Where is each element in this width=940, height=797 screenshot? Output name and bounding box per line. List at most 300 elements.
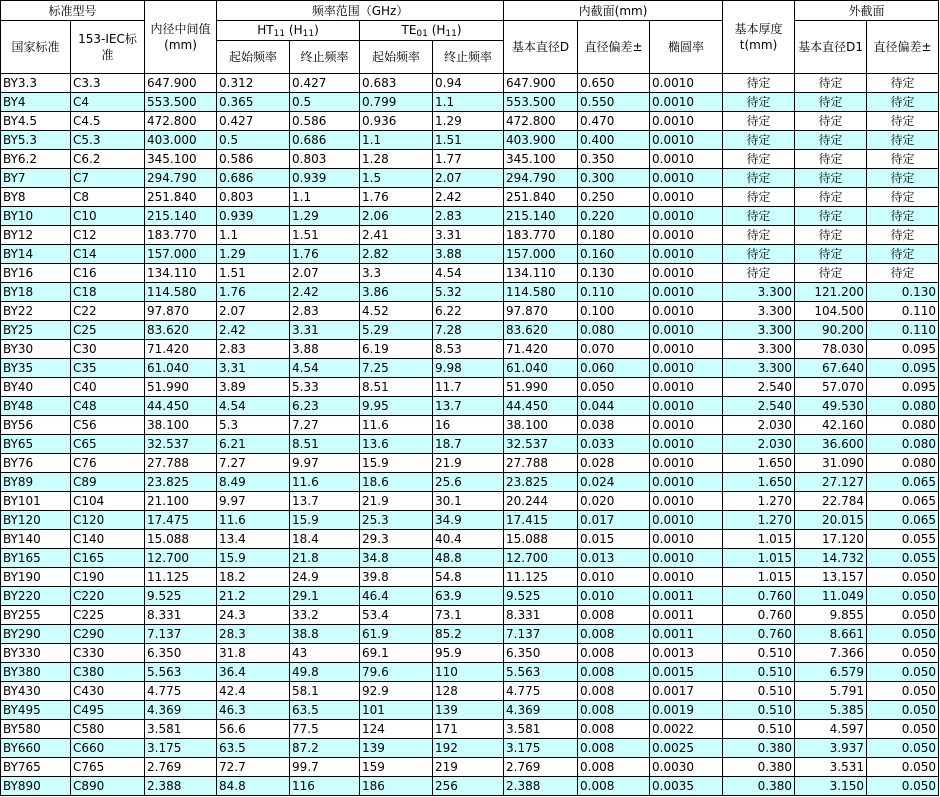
ht11-stop-freq-cell: 8.51 [290, 435, 360, 454]
basic-thickness-cell: 0.380 [723, 758, 795, 777]
basic-diameter-d1-cell: 20.015 [795, 511, 867, 530]
inner-mid-cell: 215.140 [145, 207, 217, 226]
basic-diameter-cell: 251.840 [504, 188, 578, 207]
ht11-stop-freq-cell: 24.9 [290, 568, 360, 587]
te01-start-freq-cell: 4.52 [360, 302, 433, 321]
ht11-stop-freq-cell: 0.686 [290, 131, 360, 150]
te01-stop-freq-cell: 16 [433, 416, 504, 435]
table-row [1, 207, 939, 226]
basic-diameter-d1-cell: 待定 [795, 112, 867, 131]
inner-mid-cell: 6.350 [145, 644, 217, 663]
basic-diameter-d1-cell: 31.090 [795, 454, 867, 473]
ht11-start-freq-cell: 63.5 [217, 739, 290, 758]
basic-diameter-d1-cell: 9.855 [795, 606, 867, 625]
table-row [1, 112, 939, 131]
header-ht11-start-freq: 起始频率 [217, 41, 290, 74]
table-row [1, 264, 939, 283]
national-standard-cell: BY89 [1, 473, 71, 492]
national-standard-cell: BY255 [1, 606, 71, 625]
diameter-dev-cell: 0.160 [578, 245, 650, 264]
national-standard-cell: BY101 [1, 492, 71, 511]
national-standard-cell: BY35 [1, 359, 71, 378]
table-row [1, 302, 939, 321]
basic-diameter-d1-cell: 6.579 [795, 663, 867, 682]
te01-start-freq-cell: 6.19 [360, 340, 433, 359]
basic-diameter-d1-cell: 104.500 [795, 302, 867, 321]
ht11-stop-freq-cell: 87.2 [290, 739, 360, 758]
table-body [1, 74, 939, 796]
basic-diameter-cell: 61.040 [504, 359, 578, 378]
iec-standard-cell: C48 [71, 397, 145, 416]
ht11-stop-freq-cell: 1.76 [290, 245, 360, 264]
national-standard-cell: BY495 [1, 701, 71, 720]
iec-standard-cell: C140 [71, 530, 145, 549]
national-standard-cell: BY6.2 [1, 150, 71, 169]
national-standard-cell: BY220 [1, 587, 71, 606]
iec-standard-cell: C165 [71, 549, 145, 568]
basic-thickness-cell: 1.015 [723, 568, 795, 587]
te01-start-freq-cell: 11.6 [360, 416, 433, 435]
te01-start-freq-cell: 69.1 [360, 644, 433, 663]
diameter-dev-cell: 0.015 [578, 530, 650, 549]
inner-mid-cell: 71.420 [145, 340, 217, 359]
te01-stop-freq-cell: 4.54 [433, 264, 504, 283]
iec-standard-cell: C40 [71, 378, 145, 397]
inner-mid-cell: 553.500 [145, 93, 217, 112]
diameter-dev-cell: 0.550 [578, 93, 650, 112]
ht11-start-freq-cell: 11.6 [217, 511, 290, 530]
ellipticity-cell: 0.0013 [650, 644, 723, 663]
basic-diameter-d1-cell: 待定 [795, 188, 867, 207]
te01-stop-freq-cell: 95.9 [433, 644, 504, 663]
basic-thickness-cell: 3.300 [723, 359, 795, 378]
diameter-dev-cell: 0.044 [578, 397, 650, 416]
basic-diameter-d1-cell: 13.157 [795, 568, 867, 587]
national-standard-cell: BY25 [1, 321, 71, 340]
ht11-stop-freq-cell: 1.29 [290, 207, 360, 226]
basic-diameter-d1-cell: 57.070 [795, 378, 867, 397]
diameter-dev-cell: 0.180 [578, 226, 650, 245]
table-row [1, 682, 939, 701]
te01-start-freq-cell: 8.51 [360, 378, 433, 397]
diameter-dev-cell: 0.300 [578, 169, 650, 188]
national-standard-cell: BY580 [1, 720, 71, 739]
table-row [1, 758, 939, 777]
ellipticity-cell: 0.0010 [650, 302, 723, 321]
iec-standard-cell: C10 [71, 207, 145, 226]
iec-standard-cell: C765 [71, 758, 145, 777]
national-standard-cell: BY22 [1, 302, 71, 321]
header-national-standard: 国家标准 [1, 21, 71, 74]
basic-diameter-d1-cell: 8.661 [795, 625, 867, 644]
iec-standard-cell: C14 [71, 245, 145, 264]
outer-diameter-dev-cell: 0.050 [867, 758, 939, 777]
ellipticity-cell: 0.0010 [650, 74, 723, 93]
diameter-dev-cell: 0.250 [578, 188, 650, 207]
inner-mid-cell: 4.775 [145, 682, 217, 701]
ellipticity-cell: 0.0010 [650, 150, 723, 169]
te01-stop-freq-cell: 110 [433, 663, 504, 682]
te01-stop-freq-cell: 18.7 [433, 435, 504, 454]
inner-mid-cell: 3.175 [145, 739, 217, 758]
basic-thickness-cell: 2.540 [723, 397, 795, 416]
basic-thickness-cell: 待定 [723, 150, 795, 169]
national-standard-cell: BY120 [1, 511, 71, 530]
header-freq-range: 频率范围（GHz） [217, 1, 504, 21]
national-standard-cell: BY18 [1, 283, 71, 302]
te01-start-freq-cell: 186 [360, 777, 433, 796]
ht11-stop-freq-cell: 63.5 [290, 701, 360, 720]
te01-start-freq-cell: 1.76 [360, 188, 433, 207]
inner-mid-cell: 134.110 [145, 264, 217, 283]
table-header [1, 1, 939, 74]
ht11-stop-freq-cell: 2.42 [290, 283, 360, 302]
national-standard-cell: BY8 [1, 188, 71, 207]
ellipticity-cell: 0.0010 [650, 188, 723, 207]
basic-diameter-cell: 15.088 [504, 530, 578, 549]
outer-diameter-dev-cell: 待定 [867, 93, 939, 112]
ht11-stop-freq-cell: 18.4 [290, 530, 360, 549]
table-row [1, 188, 939, 207]
national-standard-cell: BY76 [1, 454, 71, 473]
te01-stop-freq-cell: 40.4 [433, 530, 504, 549]
table-row [1, 473, 939, 492]
diameter-dev-cell: 0.008 [578, 663, 650, 682]
ellipticity-cell: 0.0010 [650, 473, 723, 492]
basic-diameter-cell: 2.388 [504, 777, 578, 796]
basic-diameter-cell: 97.870 [504, 302, 578, 321]
ht11-stop-freq-cell: 99.7 [290, 758, 360, 777]
iec-standard-cell: C18 [71, 283, 145, 302]
ht11-start-freq-cell: 31.8 [217, 644, 290, 663]
basic-thickness-cell: 0.760 [723, 625, 795, 644]
header-outer-diameter-dev: 直径偏差± [867, 21, 939, 74]
te01-stop-freq-cell: 34.9 [433, 511, 504, 530]
ht11-stop-freq-cell: 49.8 [290, 663, 360, 682]
ht11-stop-freq-cell: 116 [290, 777, 360, 796]
iec-standard-cell: C25 [71, 321, 145, 340]
ellipticity-cell: 0.0010 [650, 340, 723, 359]
basic-diameter-d1-cell: 67.640 [795, 359, 867, 378]
te01-start-freq-cell: 53.4 [360, 606, 433, 625]
basic-diameter-cell: 8.331 [504, 606, 578, 625]
header-te01: $TE_{01}$ $(H_{11})$ [360, 21, 504, 41]
inner-mid-cell: 12.700 [145, 549, 217, 568]
te01-stop-freq-cell: 3.31 [433, 226, 504, 245]
ellipticity-cell: 0.0010 [650, 131, 723, 150]
te01-stop-freq-cell: 6.22 [433, 302, 504, 321]
ellipticity-cell: 0.0010 [650, 530, 723, 549]
header-inner-mid: 内径中间值(mm) [145, 1, 217, 74]
basic-thickness-cell: 0.510 [723, 663, 795, 682]
basic-thickness-cell: 2.030 [723, 435, 795, 454]
inner-mid-cell: 183.770 [145, 226, 217, 245]
national-standard-cell: BY660 [1, 739, 71, 758]
te01-stop-freq-cell: 3.88 [433, 245, 504, 264]
ht11-start-freq-cell: 36.4 [217, 663, 290, 682]
te01-stop-freq-cell: 73.1 [433, 606, 504, 625]
inner-mid-cell: 61.040 [145, 359, 217, 378]
outer-diameter-dev-cell: 0.080 [867, 435, 939, 454]
basic-diameter-d1-cell: 5.385 [795, 701, 867, 720]
te01-start-freq-cell: 2.06 [360, 207, 433, 226]
basic-diameter-cell: 17.415 [504, 511, 578, 530]
table-row [1, 93, 939, 112]
basic-diameter-cell: 4.369 [504, 701, 578, 720]
ht11-stop-freq-cell: 0.803 [290, 150, 360, 169]
basic-diameter-cell: 2.769 [504, 758, 578, 777]
iec-standard-cell: C430 [71, 682, 145, 701]
outer-diameter-dev-cell: 待定 [867, 226, 939, 245]
ellipticity-cell: 0.0035 [650, 777, 723, 796]
inner-mid-cell: 83.620 [145, 321, 217, 340]
header-basic-diameter-d1: 基本直径D1 [795, 21, 867, 74]
te01-stop-freq-cell: 2.07 [433, 169, 504, 188]
ellipticity-cell: 0.0010 [650, 397, 723, 416]
ellipticity-cell: 0.0010 [650, 549, 723, 568]
te01-stop-freq-cell: 2.83 [433, 207, 504, 226]
ellipticity-cell: 0.0010 [650, 416, 723, 435]
table-row [1, 397, 939, 416]
outer-diameter-dev-cell: 0.080 [867, 397, 939, 416]
diameter-dev-cell: 0.050 [578, 378, 650, 397]
national-standard-cell: BY16 [1, 264, 71, 283]
te01-stop-freq-cell: 30.1 [433, 492, 504, 511]
basic-thickness-cell: 3.300 [723, 340, 795, 359]
inner-mid-cell: 51.990 [145, 378, 217, 397]
inner-mid-cell: 403.000 [145, 131, 217, 150]
te01-start-freq-cell: 79.6 [360, 663, 433, 682]
basic-diameter-d1-cell: 3.937 [795, 739, 867, 758]
ht11-stop-freq-cell: 43 [290, 644, 360, 663]
ht11-stop-freq-cell: 1.1 [290, 188, 360, 207]
te01-start-freq-cell: 34.8 [360, 549, 433, 568]
basic-diameter-d1-cell: 22.784 [795, 492, 867, 511]
header-iec-standard: 153-IEC标准 [71, 21, 145, 74]
ellipticity-cell: 0.0011 [650, 587, 723, 606]
basic-diameter-cell: 12.700 [504, 549, 578, 568]
te01-start-freq-cell: 2.41 [360, 226, 433, 245]
table-row [1, 74, 939, 93]
ht11-stop-freq-cell: 2.83 [290, 302, 360, 321]
basic-thickness-cell: 待定 [723, 264, 795, 283]
diameter-dev-cell: 0.010 [578, 587, 650, 606]
basic-diameter-d1-cell: 27.127 [795, 473, 867, 492]
inner-mid-cell: 32.537 [145, 435, 217, 454]
table-row [1, 492, 939, 511]
diameter-dev-cell: 0.400 [578, 131, 650, 150]
table-row [1, 169, 939, 188]
iec-standard-cell: C6.2 [71, 150, 145, 169]
ht11-stop-freq-cell: 38.8 [290, 625, 360, 644]
basic-diameter-cell: 114.580 [504, 283, 578, 302]
ht11-stop-freq-cell: 58.1 [290, 682, 360, 701]
inner-mid-cell: 157.000 [145, 245, 217, 264]
basic-thickness-cell: 待定 [723, 245, 795, 264]
outer-diameter-dev-cell: 0.050 [867, 587, 939, 606]
basic-diameter-d1-cell: 14.732 [795, 549, 867, 568]
te01-stop-freq-cell: 25.6 [433, 473, 504, 492]
diameter-dev-cell: 0.350 [578, 150, 650, 169]
ellipticity-cell: 0.0010 [650, 169, 723, 188]
table-row [1, 606, 939, 625]
te01-stop-freq-cell: 219 [433, 758, 504, 777]
basic-thickness-cell: 1.270 [723, 511, 795, 530]
basic-thickness-cell: 1.270 [723, 492, 795, 511]
diameter-dev-cell: 0.010 [578, 568, 650, 587]
basic-thickness-cell: 0.760 [723, 587, 795, 606]
te01-stop-freq-cell: 7.28 [433, 321, 504, 340]
diameter-dev-cell: 0.220 [578, 207, 650, 226]
te01-stop-freq-cell: 139 [433, 701, 504, 720]
table-row [1, 378, 939, 397]
basic-diameter-cell: 294.790 [504, 169, 578, 188]
ellipticity-cell: 0.0010 [650, 321, 723, 340]
inner-mid-cell: 472.800 [145, 112, 217, 131]
outer-diameter-dev-cell: 待定 [867, 264, 939, 283]
diameter-dev-cell: 0.020 [578, 492, 650, 511]
national-standard-cell: BY4.5 [1, 112, 71, 131]
ht11-stop-freq-cell: 0.427 [290, 74, 360, 93]
basic-diameter-d1-cell: 42.160 [795, 416, 867, 435]
diameter-dev-cell: 0.033 [578, 435, 650, 454]
basic-diameter-d1-cell: 90.200 [795, 321, 867, 340]
iec-standard-cell: C660 [71, 739, 145, 758]
diameter-dev-cell: 0.008 [578, 606, 650, 625]
iec-standard-cell: C4.5 [71, 112, 145, 131]
diameter-dev-cell: 0.470 [578, 112, 650, 131]
basic-diameter-cell: 7.137 [504, 625, 578, 644]
inner-mid-cell: 2.388 [145, 777, 217, 796]
basic-diameter-cell: 3.175 [504, 739, 578, 758]
te01-start-freq-cell: 1.5 [360, 169, 433, 188]
diameter-dev-cell: 0.650 [578, 74, 650, 93]
basic-diameter-d1-cell: 待定 [795, 226, 867, 245]
ht11-start-freq-cell: 2.42 [217, 321, 290, 340]
basic-diameter-d1-cell: 17.120 [795, 530, 867, 549]
diameter-dev-cell: 0.060 [578, 359, 650, 378]
outer-diameter-dev-cell: 0.050 [867, 701, 939, 720]
diameter-dev-cell: 0.008 [578, 625, 650, 644]
basic-thickness-cell: 待定 [723, 131, 795, 150]
table-row [1, 777, 939, 796]
outer-diameter-dev-cell: 0.050 [867, 625, 939, 644]
te01-start-freq-cell: 18.6 [360, 473, 433, 492]
outer-diameter-dev-cell: 0.050 [867, 739, 939, 758]
outer-diameter-dev-cell: 0.055 [867, 530, 939, 549]
ellipticity-cell: 0.0010 [650, 511, 723, 530]
basic-diameter-cell: 38.100 [504, 416, 578, 435]
diameter-dev-cell: 0.028 [578, 454, 650, 473]
inner-mid-cell: 294.790 [145, 169, 217, 188]
te01-start-freq-cell: 0.683 [360, 74, 433, 93]
ht11-start-freq-cell: 1.51 [217, 264, 290, 283]
iec-standard-cell: C495 [71, 701, 145, 720]
basic-diameter-cell: 5.563 [504, 663, 578, 682]
iec-standard-cell: C8 [71, 188, 145, 207]
te01-start-freq-cell: 0.799 [360, 93, 433, 112]
diameter-dev-cell: 0.038 [578, 416, 650, 435]
ht11-stop-freq-cell: 0.586 [290, 112, 360, 131]
national-standard-cell: BY12 [1, 226, 71, 245]
basic-thickness-cell: 待定 [723, 93, 795, 112]
basic-diameter-d1-cell: 7.366 [795, 644, 867, 663]
te01-start-freq-cell: 139 [360, 739, 433, 758]
national-standard-cell: BY10 [1, 207, 71, 226]
te01-stop-freq-cell: 1.29 [433, 112, 504, 131]
te01-stop-freq-cell: 11.7 [433, 378, 504, 397]
basic-diameter-cell: 472.800 [504, 112, 578, 131]
ht11-stop-freq-cell: 4.54 [290, 359, 360, 378]
inner-mid-cell: 38.100 [145, 416, 217, 435]
outer-diameter-dev-cell: 待定 [867, 245, 939, 264]
basic-diameter-d1-cell: 121.200 [795, 283, 867, 302]
basic-diameter-d1-cell: 36.600 [795, 435, 867, 454]
basic-diameter-cell: 157.000 [504, 245, 578, 264]
inner-mid-cell: 11.125 [145, 568, 217, 587]
ht11-start-freq-cell: 42.4 [217, 682, 290, 701]
basic-diameter-cell: 9.525 [504, 587, 578, 606]
outer-diameter-dev-cell: 待定 [867, 188, 939, 207]
table-row [1, 340, 939, 359]
basic-diameter-d1-cell: 待定 [795, 74, 867, 93]
national-standard-cell: BY7 [1, 169, 71, 188]
national-standard-cell: BY48 [1, 397, 71, 416]
ellipticity-cell: 0.0019 [650, 701, 723, 720]
header-inner-section: 内截面(mm) [504, 1, 723, 21]
national-standard-cell: BY3.3 [1, 74, 71, 93]
basic-thickness-cell: 1.650 [723, 454, 795, 473]
te01-start-freq-cell: 9.95 [360, 397, 433, 416]
ht11-start-freq-cell: 13.4 [217, 530, 290, 549]
table-row [1, 739, 939, 758]
ht11-start-freq-cell: 0.586 [217, 150, 290, 169]
te01-start-freq-cell: 101 [360, 701, 433, 720]
basic-diameter-d1-cell: 3.150 [795, 777, 867, 796]
basic-thickness-cell: 待定 [723, 112, 795, 131]
inner-mid-cell: 114.580 [145, 283, 217, 302]
table-row [1, 568, 939, 587]
iec-standard-cell: C22 [71, 302, 145, 321]
basic-diameter-cell: 3.581 [504, 720, 578, 739]
te01-start-freq-cell: 46.4 [360, 587, 433, 606]
national-standard-cell: BY290 [1, 625, 71, 644]
table-row [1, 454, 939, 473]
ellipticity-cell: 0.0010 [650, 112, 723, 131]
outer-diameter-dev-cell: 0.065 [867, 511, 939, 530]
iec-standard-cell: C104 [71, 492, 145, 511]
inner-mid-cell: 9.525 [145, 587, 217, 606]
table-row [1, 701, 939, 720]
national-standard-cell: BY190 [1, 568, 71, 587]
basic-thickness-cell: 0.380 [723, 777, 795, 796]
inner-mid-cell: 345.100 [145, 150, 217, 169]
ht11-start-freq-cell: 24.3 [217, 606, 290, 625]
basic-thickness-cell: 1.650 [723, 473, 795, 492]
basic-thickness-cell: 3.300 [723, 321, 795, 340]
te01-start-freq-cell: 7.25 [360, 359, 433, 378]
header-outer-section: 外截面 [795, 1, 939, 21]
outer-diameter-dev-cell: 待定 [867, 150, 939, 169]
ht11-start-freq-cell: 21.2 [217, 587, 290, 606]
basic-diameter-cell: 345.100 [504, 150, 578, 169]
basic-thickness-cell: 0.510 [723, 701, 795, 720]
national-standard-cell: BY65 [1, 435, 71, 454]
basic-diameter-d1-cell: 待定 [795, 93, 867, 112]
ellipticity-cell: 0.0010 [650, 264, 723, 283]
basic-thickness-cell: 待定 [723, 188, 795, 207]
te01-stop-freq-cell: 0.94 [433, 74, 504, 93]
